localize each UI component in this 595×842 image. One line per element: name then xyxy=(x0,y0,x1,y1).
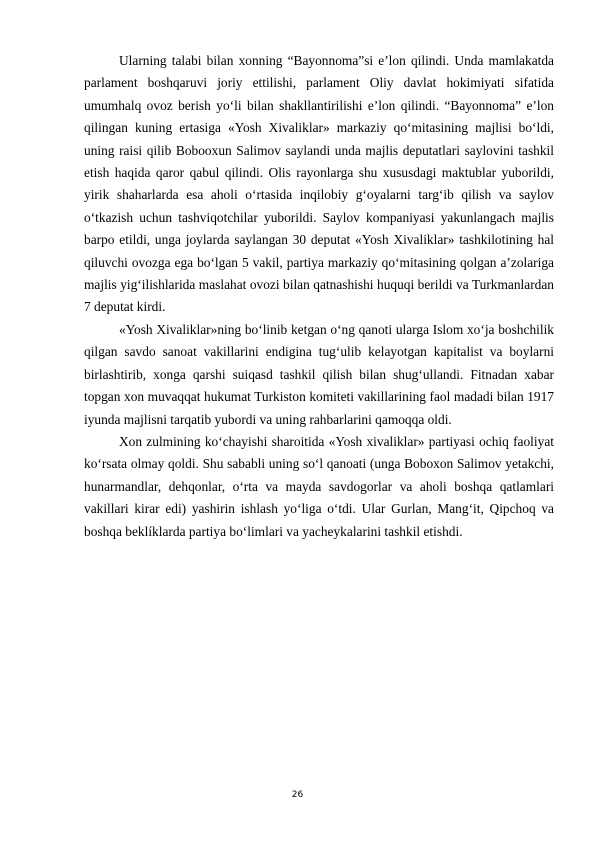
paragraph-3: Xon zulmining ko‘chayishi sharoitida «Yosh xivaliklar» partiyasi ochiq faoliyat ko‘rsata olmay qoldi. Shu sababli uning so‘l qanoati (unga Boboxon Salimov yetakchi, hunarmandlar, dehqonlar, o‘rta va mayda savdogorlar va aholi boshqa qatlamlari vakillari kirar edi) yashirin ishlash yo‘liga o‘tdi. Ular Gurlan, Mang‘it, Qipchoq va boshqa beklíklarda partiya bo‘limlari va yacheykalarini tashkil etishdi. xyxy=(84,433,554,539)
document-body xyxy=(84,50,554,543)
paragraph-2: «Yosh Xivaliklar»ning bo‘linib ketgan o‘ng qanoti ularga Islom xo‘ja boshchilik qilgan savdo sanoat vakillarini endigina tug‘ulib kelayotgan kapitalist va boylarni birlashtirib, xonga qarshi suiqasd tashkil qilish bilan shug‘ullandi. Fitnadan xabar topgan xon muvaqqat hukumat Turkiston komiteti vakillarining faol madadi bilan 1917 iyunda majlisni tarqatib yubordi va uning rahbarlarini qamoqqa oldi. xyxy=(84,321,554,427)
page-number: 26 xyxy=(291,790,304,800)
paragraph-1: Ularning talabi bilan xonning “Bayonnoma”si e’lon qilindi. Unda mamlakatda parlament boshqaruvi joriy ettilishi, parlament Oliy davlat hokimiyati sifatida umumhalq ovoz berish yo‘li bilan shakllantirilishi e’lon qilindi. “Bayonnoma” e’lon qilingan kuning ertasiga «Yosh Xivaliklar» markaziy qo‘mitasining majlisi bo‘ldi, uning raisi qilib Bobooxun Salimov saylandi unda majlis deputatlari saylovini tashkil etish haqida qaror qabul qilindi. Olis rayonlarga shu xususdagi maktublar yuborildi, yirik shaharlarda esa aholi o‘rtasida inqilobiy g‘oyalarni targ‘ib qilish va saylov o‘tkazish uchun tashviqotchilar yuborildi. Saylov kompaniyasi yakunlangach majlis barpo etildi, unga joylarda saylangan 30 deputat «Yosh Xivaliklar» tashkilotining hal qiluvchi ovozga ega bo‘lgan 5 vakil, partiya markaziy qo‘mitasining qolgan a’zolariga majlis yig‘ilishlarida maslahat ovozi bilan qatnashishi huquqi berildi va Turkmanlardan 7 deputat kirdi. xyxy=(84,53,554,315)
